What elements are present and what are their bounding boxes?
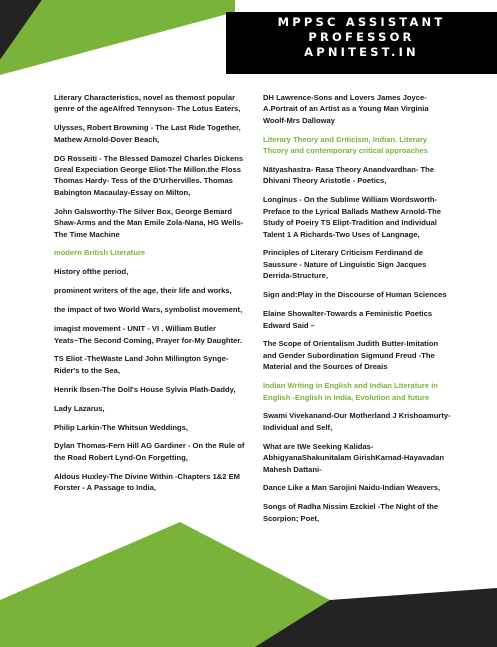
paragraph: Aldous Huxley-The Divine Within -Chapters 1&2 EM Forster - A Passage to India,: [54, 471, 241, 493]
right-column: [263, 92, 453, 532]
paragraph: Principles of Literary Criticism Ferdinand de Saussure - Nature of Linguistic Sign Jacques Derrida-Structure,: [263, 248, 427, 281]
paragraph: Literary Characteristics, novel as themost popular genre of the ageAlfred Tennyson- The Lotus Eaters,: [54, 93, 241, 114]
paragraph: Songs of Radha Nissim Ezckiel -The Night of the Scorpion; Poet,: [263, 502, 439, 523]
top-green-band: [0, 0, 235, 75]
paragraph: Sign and:Play in the Discourse of Human Sciences: [263, 290, 447, 300]
title-banner: [226, 12, 497, 74]
section-heading: Literary Theory and Criticism, Indian. Literary Thcory and contemporary critical approaches: [263, 134, 429, 156]
left-column: [54, 92, 248, 501]
paragraph: Lady Lazarus,: [54, 403, 105, 413]
paragraph: Elaine Showalter-Towards a Feministic Poetics Edward Said –: [263, 309, 433, 330]
section-heading: modern British Literature: [54, 248, 146, 258]
paragraph: Nātyashastra- Rasa Theory Anandvardhan- The Dhivani Theory Aristotle - Poetics,: [263, 165, 435, 186]
paragraph: Swami Vivekanand-Our Motherland J Krishoamurty-Individual and Self,: [263, 411, 451, 432]
paragraph: imagist movement - UNIT - VI . William Butler Yeats~The Second Coming, Prayer for-My Daughter.: [54, 324, 242, 345]
paragraph: prominent writers of the age, their life and works,: [54, 286, 232, 296]
bottom-green-band: [0, 522, 330, 647]
paragraph: Dance Like a Man Sarojini Naidu-Indian Weavers,: [263, 483, 441, 493]
banner-line-2: PROFESSOR: [308, 30, 415, 44]
paragraph: the impact of two World Wars, symbolist movement,: [54, 305, 243, 315]
paragraph: Henrik Ibsen-The Doll's House Sylvia Plath-Daddy,: [54, 384, 236, 394]
paragraph: History ofthe period,: [54, 267, 129, 277]
paragraph: Longinus - On the Sublime William Wordsworth-Preface to the Lyrical Ballads Mathew Arnold-The Study of Poeiry TS Elipt-Tradition and Individual Talent 1 A Richards-Two Uses of Langnage,: [263, 195, 441, 239]
paragraph: What are IWe Seeking Kalidas-AbhigyanaShakunitalam GirishKarnad-Hayavadan Mahesh Dattani-: [263, 441, 445, 474]
paragraph: Philip Larkin-The Whitsun Weddings,: [54, 422, 189, 432]
paragraph: The Scope of Orientalism Judith Butter-Imitation and Gender Subordination Sigmund Freud -The Material and the Sources of Dreais: [263, 339, 439, 372]
paragraph: John Galsworthy-The Silver Box, George Bemard Shaw-Arms and the Man Emile Zola-Nana, HG Wells-The Time Machine: [54, 206, 244, 239]
paragraph: TS Eliot -TheWaste Land John Millington Synge-Rider's to the Sea,: [54, 354, 229, 375]
paragraph: Ulysses, Robert Browning - The Last Ride Together, Mathew Arnold-Dover Beach,: [54, 123, 241, 144]
banner-line-1: MPPSC ASSISTANT: [277, 15, 446, 29]
paragraph: DH Lawrence-Sons and Lovers James Joyce- A.Portrait of an Artist as a Young Man Virginia Woolf-Mrs Dalloway: [263, 93, 429, 125]
section-heading: Indian Writing in English and Indian Literature in English -English in India, Evolution and future: [263, 381, 438, 402]
bottom-right-dark-shape: [330, 588, 497, 647]
paragraph: Dylan Thomas-Fern Hill AG Gardiner - On the Rule of the Road Robert Lynd-On Forgetting,: [54, 441, 245, 462]
paragraph: DG Rosseiti - The Blessed Damozel Charles Dickens Greal Expeciation George Eliot-The Millon.the Floss Thomas Hardy- Tess of the D'Urhervilles. Thomas Babington Macaulay-Essay on Milton,: [54, 153, 244, 197]
banner-line-3: APNITEST.IN: [304, 45, 419, 59]
